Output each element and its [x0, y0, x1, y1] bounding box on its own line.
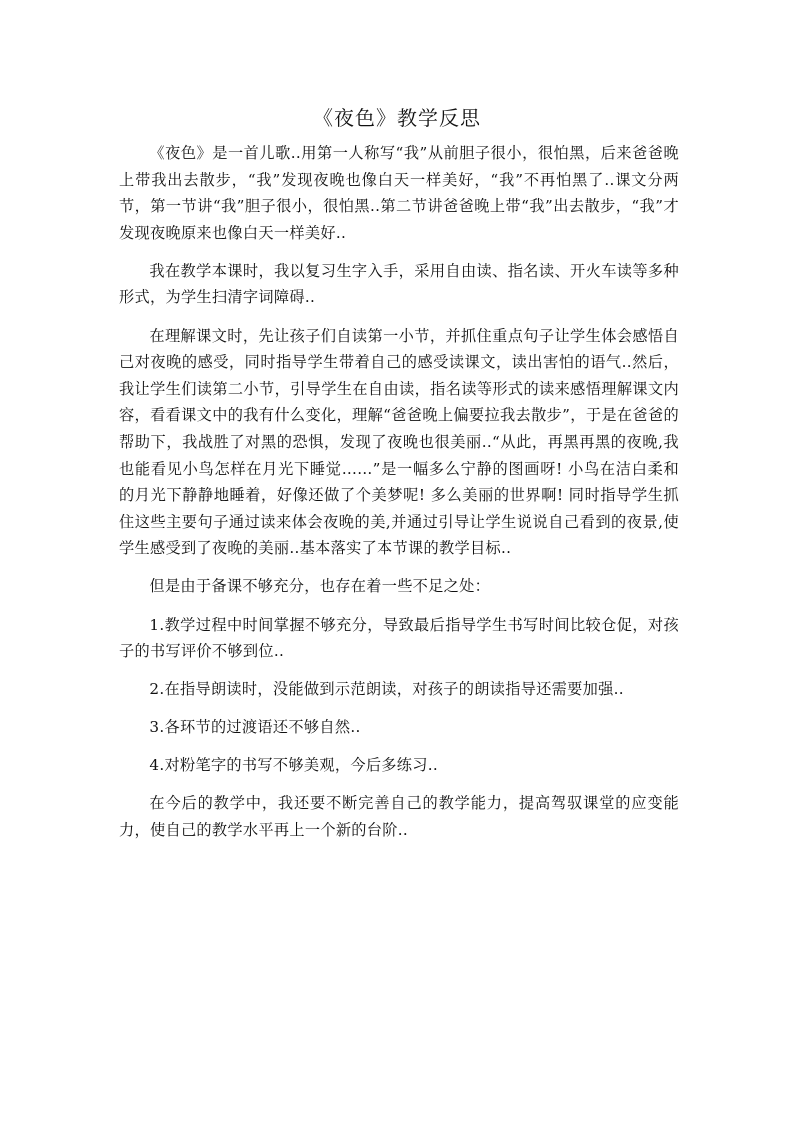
document-body	[119, 140, 679, 844]
paragraph-shortcoming-1: 1.教学过程中时间掌握不够充分，导致最后指导学生书写时间比较仓促，对孩子的书写评价不够到位..	[119, 615, 679, 661]
document-title: 《夜色》教学反思	[313, 106, 481, 130]
paragraph-shortcoming-4: 4.对粉笔字的书写不够美观，今后多练习..	[149, 756, 439, 775]
paragraph-review: 我在教学本课时，我以复习生字入手，采用自由读、指名读、开火车读等多种形式，为学生扫清字词障碍..	[119, 261, 679, 307]
paragraph-shortcomings-intro: 但是由于备课不够充分，也存在着一些不足之处：	[149, 577, 491, 596]
paragraph-intro: 《夜色》是一首儿歌..用第一人称写“我”从前胆子很小，很怕黑，后来爸爸晚上带我出去散步，“我”发现夜晚也像白天一样美好，“我”不再怕黑了..课文分两节，第一节讲“我”胆子很小，很怕黑..第二节讲爸爸晚上带“我”出去散步，“我”才发现夜晚原来也像白天一样美好..	[119, 144, 679, 242]
paragraph-shortcoming-3: 3.各环节的过渡语还不够自然..	[149, 718, 361, 737]
paragraph-shortcoming-2: 2.在指导朗读时，没能做到示范朗读，对孩子的朗读指导还需要加强..	[149, 680, 624, 699]
paragraph-understanding: 在理解课文时，先让孩子们自读第一小节，并抓住重点句子让学生体会感悟自己对夜晚的感受，同时指导学生带着自己的感受读课文，读出害怕的语气..然后，我让学生们读第二小节，引导学生在自由读，指名读等形式的读来感悟理解课文内容，看看课文中的我有什么变化，理解“爸爸晚上偏要拉我去散步”，于是在爸爸的帮助下，我战胜了对黑的恐惧，发现了夜晚也很美丽..“从此，再黑再黑的夜晚,我也能看见小鸟怎样在月光下睡觉……”是一幅多么宁静的图画呀! 小鸟在洁白柔和的月光下静静地睡着，好像还做了个美梦呢! 多么美丽的世界啊! 同时指导学生抓住这些主要句子通过读来体会夜晚的美,并通过引导让学生说说自己看到的夜景,使学生感受到了夜晚的美丽..基本落实了本节课的教学目标..	[119, 326, 679, 558]
paragraph-conclusion: 在今后的教学中，我还要不断完善自己的教学能力，提高驾驭课堂的应变能力，使自己的教学水平再上一个新的台阶..	[119, 794, 679, 840]
